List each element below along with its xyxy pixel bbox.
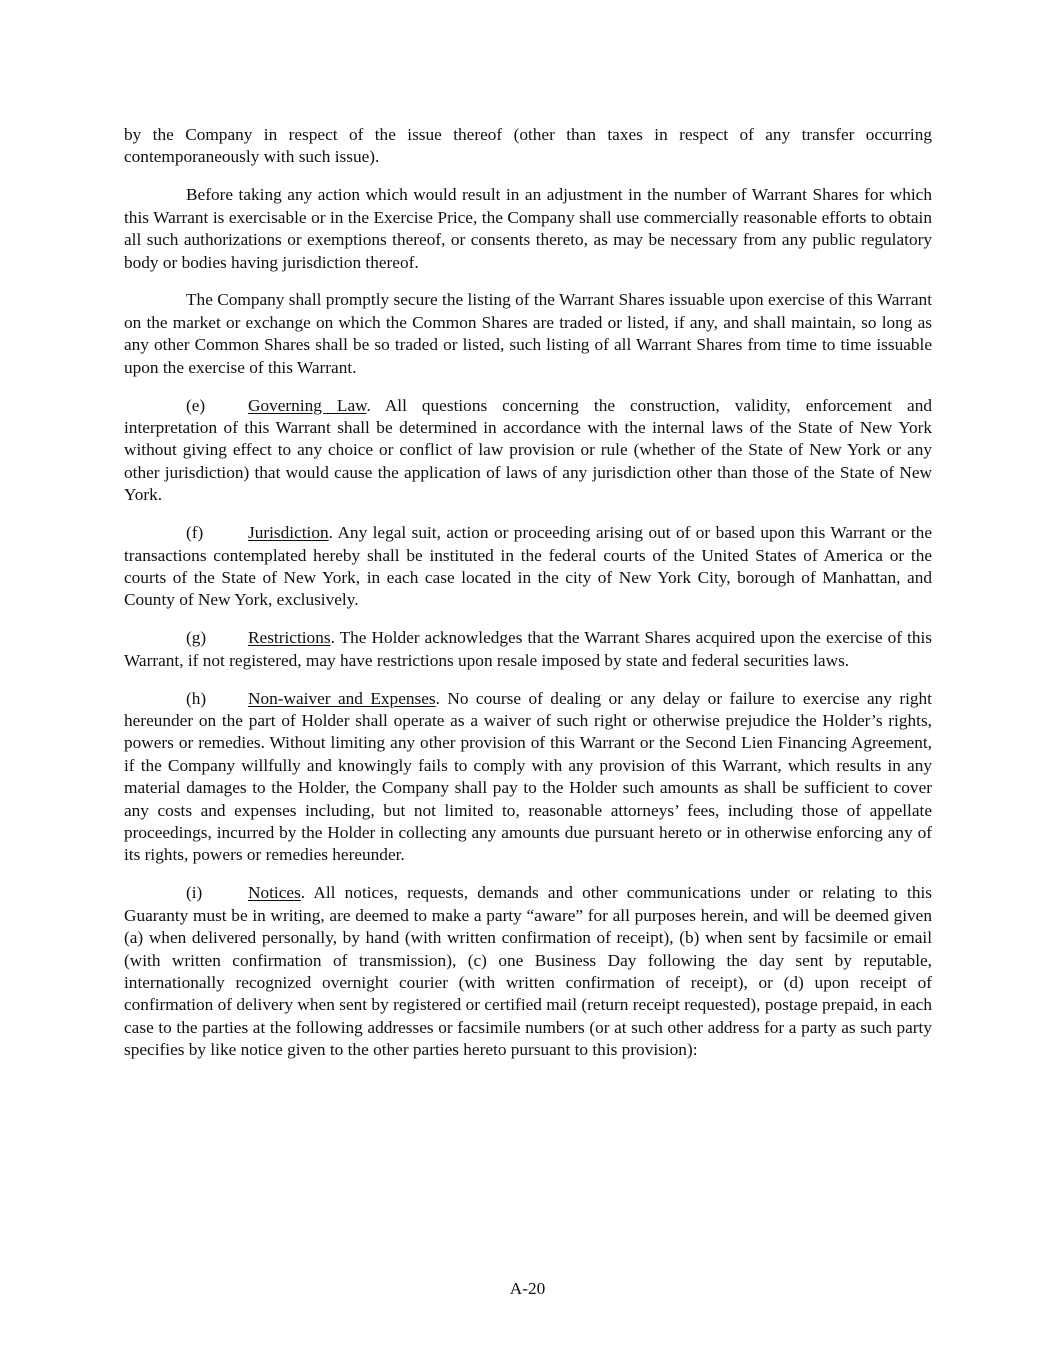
section-number: (g) [186,628,207,648]
section-heading: Non-waiver and Expenses [248,688,436,708]
section-heading: Jurisdiction [248,523,329,543]
section-restrictions [124,627,932,672]
paragraph-listing: The Company shall promptly secure the listing of the Warrant Shares issuable upon exercise of this Warrant on the market or exchange on which the Common Shares are traded or listed, if any, and shall maintain, so long as any other Common Shares shall be so traded or listed, such listing of all Warrant Shares from time to time issuable upon the exercise of this Warrant. [124,290,932,377]
section-heading: Governing Law [248,395,367,415]
document-page [124,124,932,1077]
section-number: (e) [186,395,206,415]
section-body: . Any legal suit, action or proceeding arising out of or based upon this Warrant or the transactions contemplated hereby shall be instituted in the federal courts of the United States of America or the courts of the State of New York, in each case located in the city of New York City, borough of Manhattan, and County of New York, exclusively. [124,523,932,610]
section-heading: Restrictions [248,628,331,648]
section-number: (f) [186,523,204,543]
section-body: . The Holder acknowledges that the Warrant Shares acquired upon the exercise of this Warrant, if not registered, may have restrictions upon resale imposed by state and federal securities laws. [124,628,932,670]
paragraph-continuation: by the Company in respect of the issue thereof (other than taxes in respect of any transfer occurring contemporaneously with such issue). [124,125,932,167]
section-jurisdiction [124,522,932,612]
page-number: A-20 [509,1279,546,1298]
section-number: (i) [186,883,203,903]
section-non-waiver [124,688,932,867]
section-number: (h) [186,688,207,708]
section-body: . All notices, requests, demands and other communications under or relating to this Guaranty must be in writing, are deemed to make a party “aware” for all purposes herein, and will be deemed given (a) when delivered personally, by hand (with written confirmation of receipt), (b) when sent by facsimile or email (with written confirmation of transmission), (c) one Business Day following the day sent by reputable, internationally recognized overnight courier (with written confirmation of receipt), or (d) upon receipt of confirmation of delivery when sent by registered or certified mail (return receipt requested), postage prepaid, in each case to the parties at the following addresses or facsimile numbers (or at such other address for a party as such party specifies by like notice given to the other parties hereto pursuant to this provision): [124,883,932,1060]
section-body: . No course of dealing or any delay or failure to exercise any right hereunder on the part of Holder shall operate as a waiver of such right or otherwise prejudice the Holder’s rights, powers or remedies. Without limiting any other provision of this Warrant or the Second Lien Financing Agreement, if the Company willfully and knowingly fails to comply with any provision of this Warrant, which results in any material damages to the Holder, the Company shall pay to the Holder such amounts as shall be sufficient to cover any costs and expenses including, but not limited to, reasonable attorneys’ fees, including those of appellate proceedings, incurred by the Holder in collecting any amounts due pursuant hereto or in otherwise enforcing any of its rights, powers or remedies hereunder. [124,688,932,865]
section-body: . All questions concerning the construction, validity, enforcement and interpretation of this Warrant shall be determined in accordance with the internal laws of the State of New York without giving effect to any choice or conflict of law provision or rule (whether of the State of New York or any other jurisdiction) that would cause the application of laws of any jurisdiction other than those of the State of New York. [124,395,932,505]
section-notices [124,882,932,1061]
section-governing-law [124,395,932,507]
paragraph-authorizations: Before taking any action which would result in an adjustment in the number of Warrant Shares for which this Warrant is exercisable or in the Exercise Price, the Company shall use commercially reasonable efforts to obtain all such authorizations or exemptions thereof, or consents thereto, as may be necessary from any public regulatory body or bodies having jurisdiction thereof. [124,185,932,272]
section-heading: Notices [248,883,301,903]
